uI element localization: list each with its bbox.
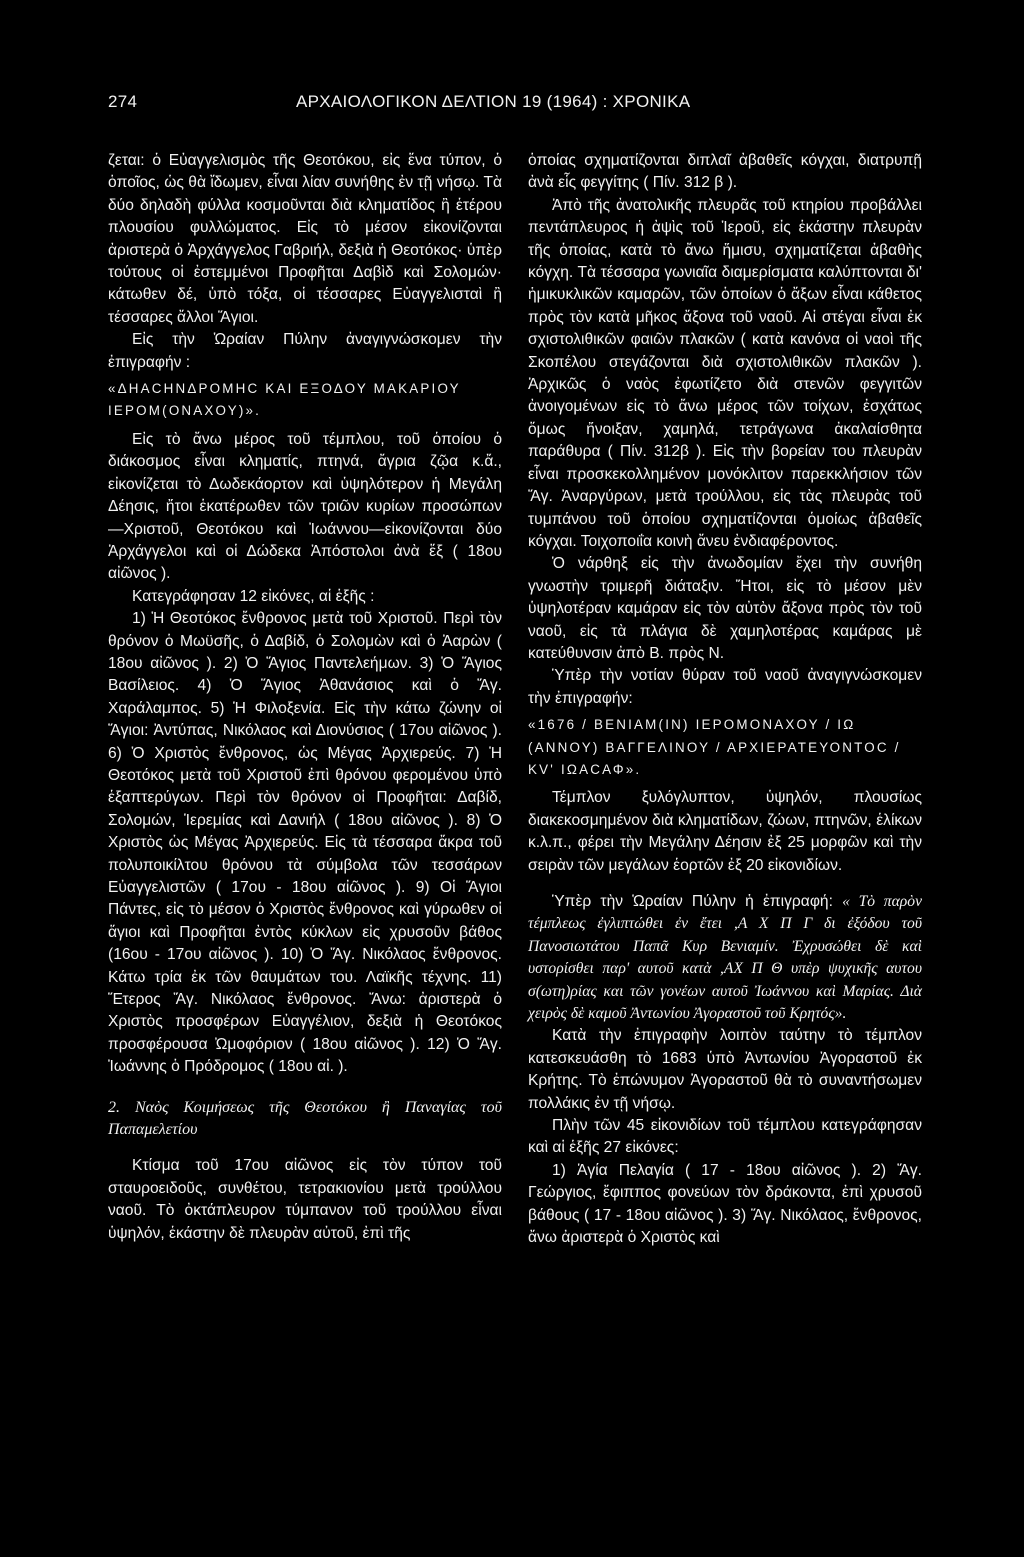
paragraph: Ὑπὲρ τὴν νοτίαν θύραν τοῦ ναοῦ ἀναγιγνώσκομεν τὴν ἐπιγραφήν: xyxy=(528,667,922,707)
paragraph: Εἰς τὴν Ὡραίαν Πύλην ἀναγιγνώσκομεν τὴν ἐπιγραφήν : xyxy=(108,331,502,371)
journal-title: ΑΡΧΑΙΟΛΟΓΙΚΟΝ ΔΕΛΤΙΟΝ 19 (1964) : ΧΡΟΝΙΚΑ xyxy=(296,92,691,111)
paragraph: Εἰς τὸ ἄνω μέρος τοῦ τέμπλου, τοῦ ὁποίου ὁ διάκοσμος εἶναι κληματίς, πτηνά, ἄγρια ζῷα κ.ἄ., εἰκονίζεται τὸ Δωδεκάορτον καὶ ὑψηλότερον ἡ Μεγάλη Δέησις, ἤτοι ἑκατέρωθεν τῶν τριῶν κυρίων προσώπων—Χριστοῦ, Θεοτόκου καὶ Ἰωάννου—εἰκονίζονται δύο Ἀρχάγγελοι καὶ οἱ Δώδεκα Ἀπόστολοι ἀνὰ ἕξ ( 18ου αἰῶνος ). xyxy=(108,430,502,583)
paragraph xyxy=(528,891,922,1025)
inscription-quote: « Τὸ παρὸν τέμπλεως ἐγλιπτώθει ἐν ἔτει ,Α Χ Π Γ δι ἐξόδου τοῦ Πανοσιωτάτου Παπᾶ Κυρ Βενιαμίν. Ἐχρυσώθει δὲ καὶ υστορίσθει παρ' αυτοῦ κατὰ ,ΑΧ Π Θ υπὲρ ψυχικῆς αυτου σ(ωτη)ρίας και τῶν γονέων αυτοῦ Ἰωάννου καὶ Μαρίας. Διὰ χειρὸς δὲ καμοῦ Ἀντωνίου Ἀγοραστοῦ τοῦ Κρητός». xyxy=(528,893,922,1023)
inscription: «ΔΗΑCΗΝΔΡΟΜΗC ΚΑΙ ΕΞΟΔΟΥ ΜΑΚΑΡΙΟΥ ΙΕΡΟΜ(ΟΝΑΧΟΥ)». xyxy=(108,381,461,419)
paragraph: Τέμπλον ξυλόγλυπτον, ὑψηλόν, πλουσίως διακεκοσμημένον διὰ κληματίδων, ζώων, πτηνῶν, ἑλίκων κ.λ.π., φέρει τὴν Μεγάλην Δέησιν ἐξ 25 μορφῶν καὶ τὴν σειρὰν τῶν μεγάλων ἑορτῶν ἐξ 20 εἰκονιδίων. xyxy=(528,789,922,874)
icon-list-paragraph: 1) Ἁγία Πελαγία ( 17 - 18ου αἰῶνος ). 2) Ἅγ. Γεώργιος, ἔφιππος φονεύων τὸν δράκοντα, ἐπὶ χρυσοῦ βάθους ( 17 - 18ου αἰῶνος ). 3) Ἅγ. Νικόλαος, ἔνθρονος, ἄνω ἀριστερὰ ὁ Χριστὸς καὶ xyxy=(528,1161,922,1247)
icon-list-paragraph: 1) Ἡ Θεοτόκος ἔνθρονος μετὰ τοῦ Χριστοῦ. Περὶ τὸν θρόνον ὁ Μωϋσῆς, ὁ Δαβίδ, ὁ Σολομὼν καὶ ὁ Ἀαρὼν ( 18ου αἰῶνος ). 2) Ὁ Ἅγιος Παντελεήμων. 3) Ὁ Ἅγιος Βασίλειος. 4) Ὁ Ἅγιος Ἀθανάσιος καὶ ὁ Ἅγ. Χαράλαμπος. 5) Ἡ Φιλοξενία. Εἰς τὴν κάτω ζώνην οἱ Ἅγιοι: Ἀντύπας, Νικόλαος καὶ Διονύσιος ( 17ου αἰῶνος ). 6) Ὁ Χριστὸς ἔνθρονος, ὡς Μέγας Ἀρχιερεύς. 7) Ἡ Θεοτόκος μετὰ τοῦ Χριστοῦ ἐπὶ θρόνου φερομένου ὑπὸ ἑξαπτερύγων. Περὶ τὸν θρόνον οἱ Προφῆται: Δαβίδ, Σολομών, Ἱερεμίας καὶ Δανιήλ ( 18ου αἰῶνος ). 8) Ὁ Χριστὸς ὡς Μέγας Ἀρχιερεύς. Εἰς τὰ τέσσαρα ἄκρα τοῦ πολυποικίλτου θρόνου τὰ σύμβολα τῶν τεσσάρων Εὐαγγελιστῶν ( 17ου - 18ου αἰῶνος ). 9) Οἱ Ἅγιοι Πάντες, εἰς τὸ μέσον ὁ Χριστὸς ἔνθρονος καὶ γύρωθεν οἱ ἅγιοι καὶ Προφῆται ἐντὸς κύκλων εἰς χρυσοῦν βάθος (16ου - 17ου αἰῶνος ). 10) Ὁ Ἅγ. Νικόλαος ἔνθρονος. Κάτω τρία ἐκ τῶν θαυμάτων του. Λαϊκῆς τέχνης. 11) Ἕτερος Ἅγ. Νικόλαος ἔνθρονος. Ἄνω: ἀριστερὰ ὁ Χριστὸς προσφέρων Εὐαγγέλιον, δεξιὰ ἡ Θεοτόκος προσφέρουσα Ὠμοφόριον ( 18ου αἰῶνος ). 12) Ὁ Ἅγ. Ἰωάννης ὁ Πρόδρομος ( 18ου αἰ. ). xyxy=(108,610,502,1076)
section-heading: 2. Ναὸς Κοιμήσεως τῆς Θεοτόκου ἢ Παναγίας τοῦ Παπαμελετίου xyxy=(108,1098,502,1139)
paragraph: Ὁ νάρθηξ εἰς τὴν ἀνωδομίαν ἔχει τὴν συνήθη γνωστὴν τριμερῆ διάταξιν. Ἤτοι, εἰς τὸ μέσον μὲν ὑψηλοτέραν καμάραν εἰς τὸν αὐτὸν ἄξονα πρὸς τὸν τοῦ ναοῦ, εἰς τὰ πλάγια δὲ χαμηλοτέρας καμάρας μὲ κατεύθυνσιν ἀπὸ Β. πρὸς Ν. xyxy=(528,555,922,662)
paragraph: Πλὴν τῶν 45 εἰκονιδίων τοῦ τέμπλου κατεγράφησαν καὶ αἱ ἑξῆς 27 εἰκόνες: xyxy=(528,1117,922,1157)
paragraph: ὁποίας σχηματίζονται διπλαῖ ἀβαθεῖς κόγχαι, διατρυπῇ ἀνὰ εἷς φεγγίτης ( Πίν. 312 β ). xyxy=(528,152,922,192)
inscription: «1676 / ΒΕΝΙΑΜ(ΙΝ) ΙΕΡΟΜΟΝΑΧΟΥ / ΙΩ (ΑΝΝΟΥ) ΒΑΓΓΕΛΙΝΟΥ / ΑΡΧΙΕΡΑΤΕΥΟΝΤΟC / ΚV' ΙΩΑCΑΦ». xyxy=(528,717,901,777)
paragraph: ζεται: ὁ Εὐαγγελισμὸς τῆς Θεοτόκου, εἰς ἕνα τύπον, ὁ ὁποῖος, ὡς θὰ ἴδωμεν, εἶναι λίαν συνήθης ἐν τῇ νήσῳ. Τὰ δύο δηλαδὴ φύλλα κοσμοῦνται διὰ κληματίδος ἢ ἑτέρου πλουσίου φυλλώματος. Εἰς τὸ μέσον εἰκονίζονται ἀριστερὰ ὁ Ἀρχάγγελος Γαβριήλ, δεξιὰ ἡ Θεοτόκος· ὑπὲρ τούτους οἱ ἐστεμμένοι Προφῆται Δαβὶδ καὶ Σολομών· κάτωθεν δέ, ὑπὸ τόξα, οἱ τέσσαρες Εὐαγγελισταὶ ἢ τέσσαρες ἄλλοι Ἅγιοι. xyxy=(108,152,502,326)
page-number: 274 xyxy=(108,92,138,111)
paragraph: Ἀπὸ τῆς ἀνατολικῆς πλευρᾶς τοῦ κτηρίου προβάλλει πεντάπλευρος ἡ ἀψὶς τοῦ Ἱεροῦ, εἰς ἑκάστην πλευρὰν τῆς ὁποίας, κατὰ τὸ ἄνω ἥμισυ, σχηματίζεται ἀβαθὴς κόγχη. Τὰ τέσσαρα γωνιαῖα διαμερίσματα καλύπτονται δι' ἡμικυκλικῶν καμαρῶν, τῶν ὁποίων ὁ ἄξων εἶναι κάθετος πρὸς τὸν κατὰ μῆκος ἄξονα τοῦ ναοῦ. Αἱ στέγαι εἶναι ἐκ σχιστολιθικῶν φαιῶν πλακῶν ( κατὰ κανόνα οἱ ναοὶ τῆς Σκοπέλου στεγάζονται διὰ σχιστολιθικῶν πλακῶν ). Ἀρχικῶς ὁ ναὸς ἐφωτίζετο διὰ στενῶν φεγγιτῶν ἀνοιγομένων εἰς τὸ ἄνω μέρος τῶν τοίχων, ἐσχάτως ὅμως ἤνοιξαν, χαμηλά, τετράγωνα ἀκαλαίσθητα παράθυρα ( Πίν. 312β ). Εἰς τὴν βορείαν του πλευρὰν εἶναι προσκεκολλημένον μονόκλιτον παρεκκλήσιον τῶν Ἅγ. Ἀναργύρων, μετὰ τρούλλου, εἰς τὰς πλευρὰς τοῦ τυμπάνου τοῦ ὁποίου σχηματίζονται ὁμοίως ἀβαθεῖς κόγχαι. Τοιχοποιΐα κοινὴ ἄνευ ἐνδιαφέροντος. xyxy=(528,196,922,550)
paragraph: Κατεγράφησαν 12 εἰκόνες, αἱ ἑξῆς : xyxy=(132,587,375,605)
left-column xyxy=(108,150,502,1245)
paragraph: Κτίσμα τοῦ 17ου αἰῶνος εἰς τὸν τύπον τοῦ σταυροειδοῦς, συνθέτου, τετρακιονίου μετὰ τρούλλου ναοῦ. Τὸ ὀκτάπλευρον τύμπανον τοῦ τρούλλου εἶναι ὑψηλόν, ἑκάστην δὲ πλευρὰν αὐτοῦ, ἐπὶ τῆς xyxy=(108,1157,502,1242)
paragraph: Κατὰ τὴν ἐπιγραφὴν λοιπὸν ταύτην τὸ τέμπλον κατεσκευάσθη τὸ 1683 ὑπὸ Ἀντωνίου Ἀγοραστοῦ ἐκ Κρήτης. Τὸ ἐπώνυμον Ἀγοραστοῦ θὰ τὸ συναντήσωμεν πολλάκις ἐν τῇ νήσῳ. xyxy=(528,1027,922,1112)
inscription-intro: Ὑπὲρ τὴν Ὡραίαν Πύλην ἡ ἐπιγραφή: xyxy=(552,893,833,910)
right-column xyxy=(528,150,922,1250)
